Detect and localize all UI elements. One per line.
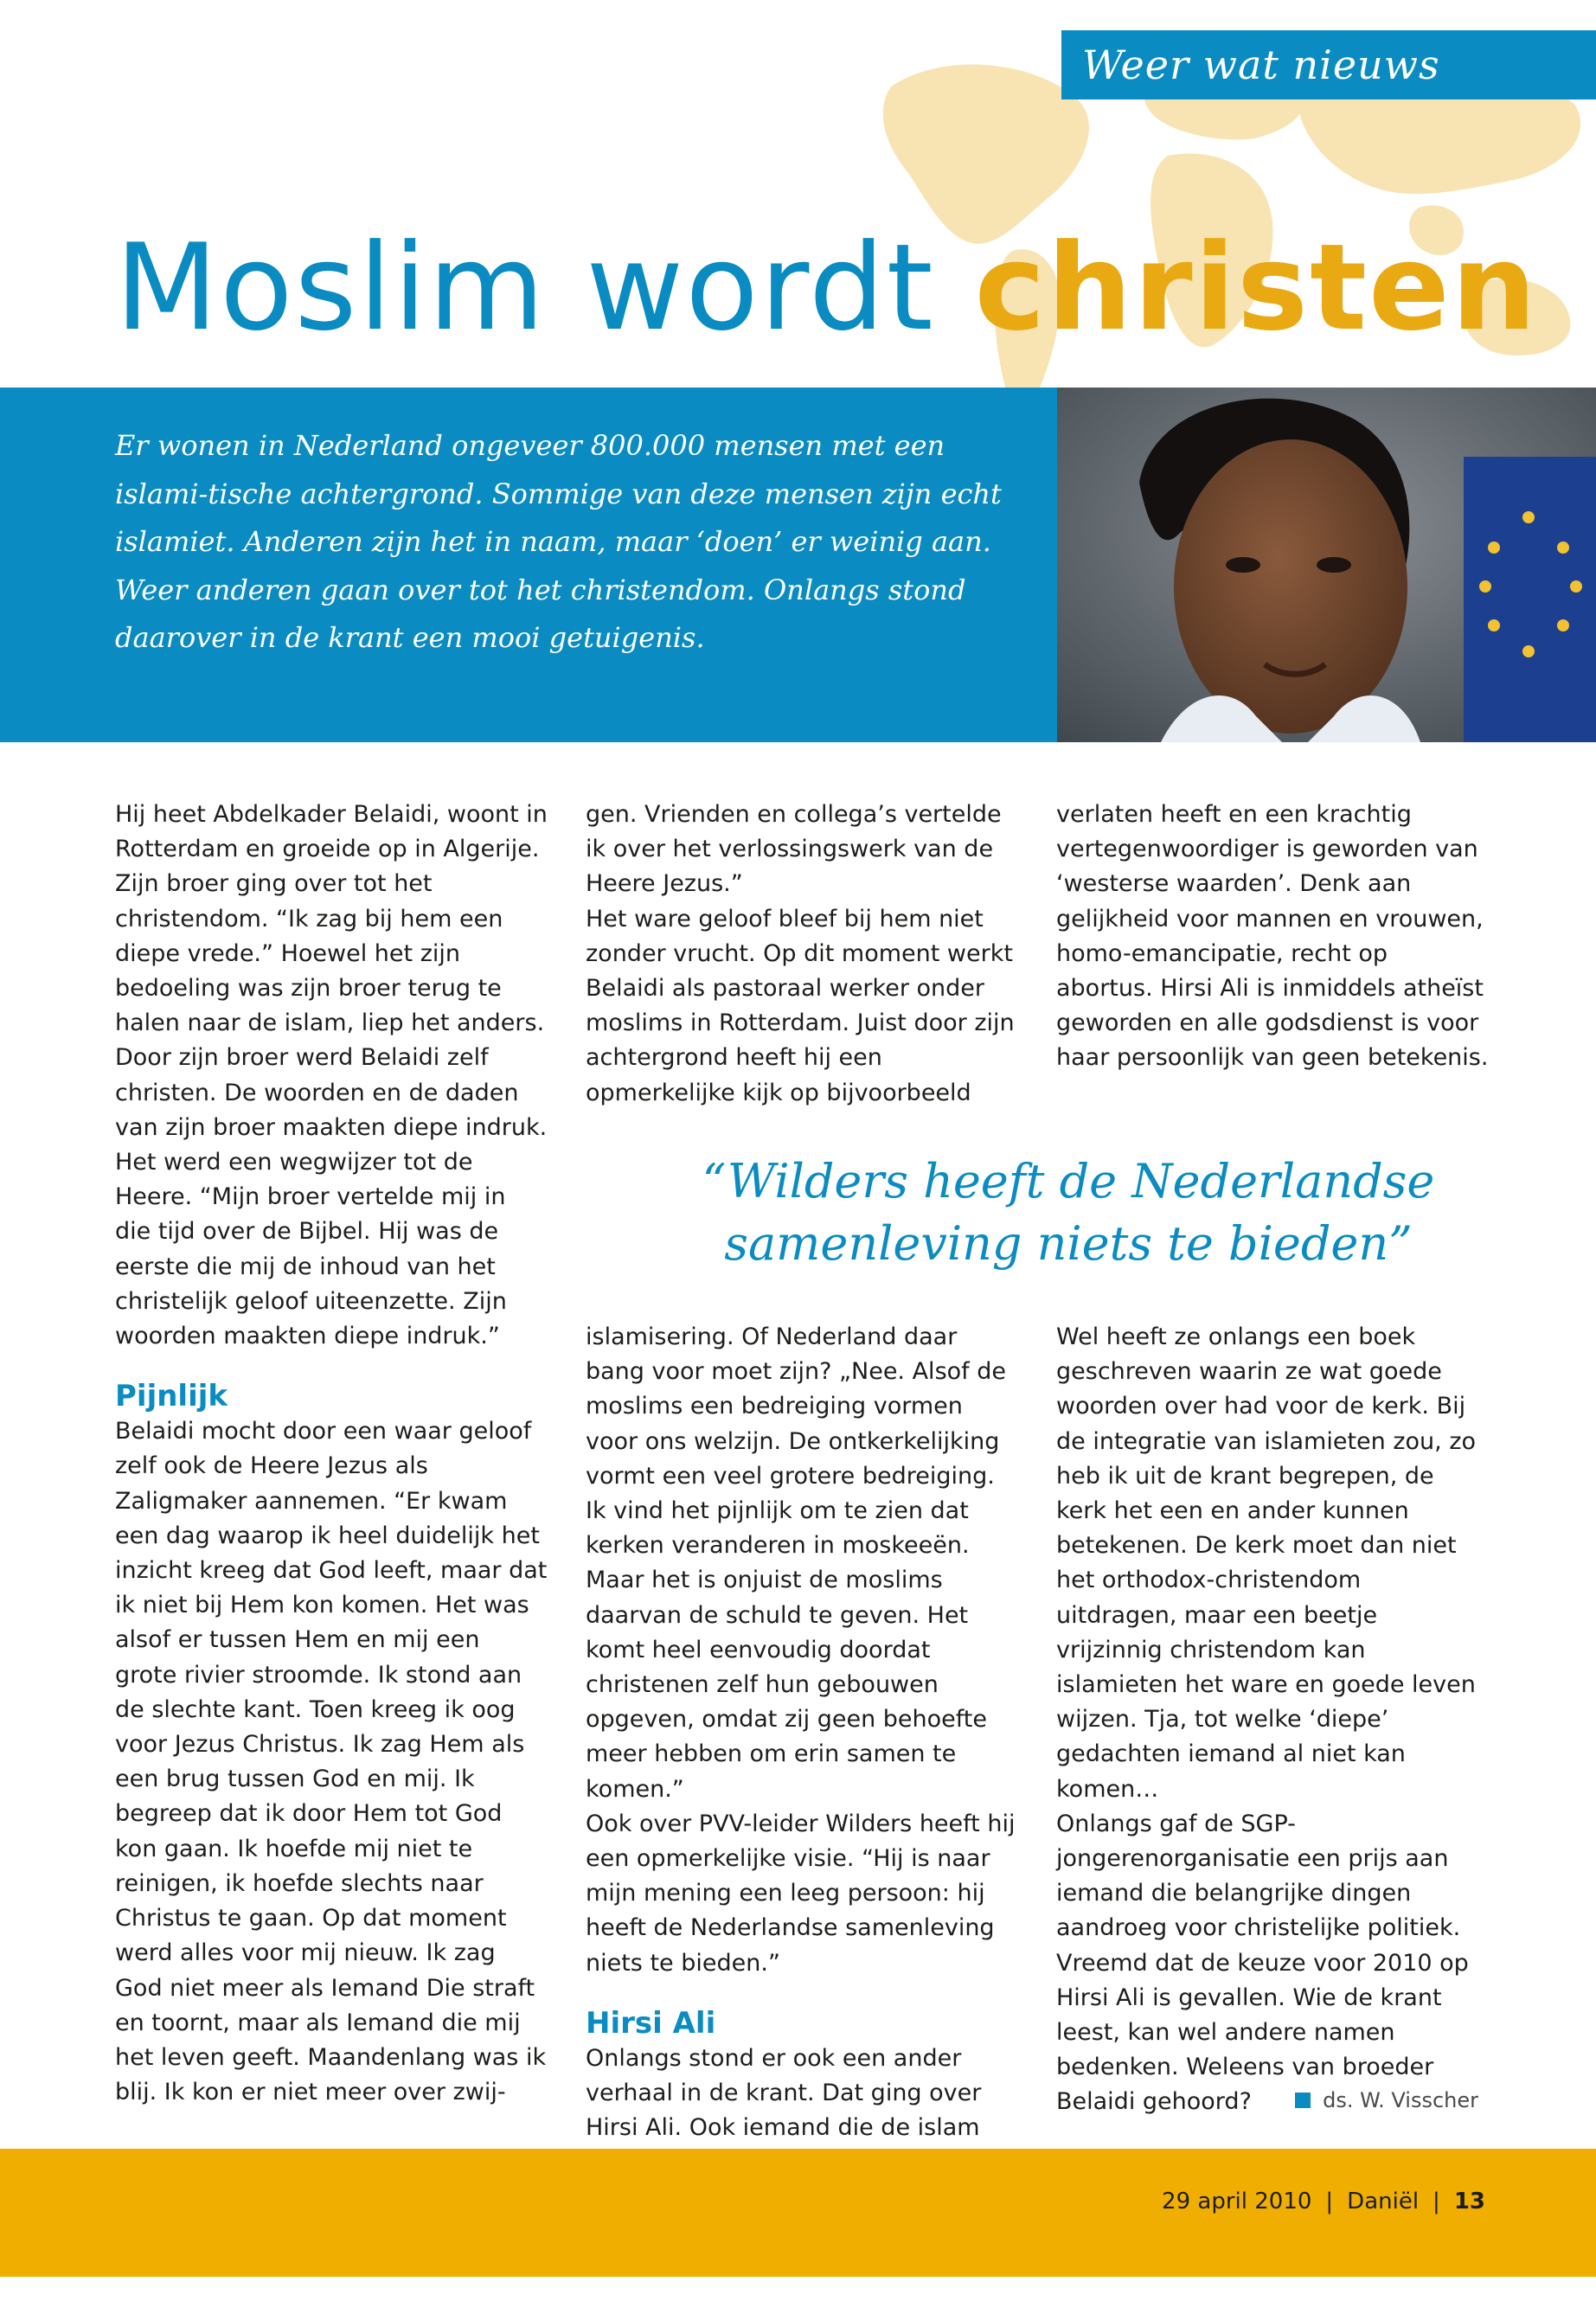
pull-quote: “Wilders heeft de Nederlandse samenleving niets te bieden” <box>702 1154 1435 1271</box>
col3-paragraph-2: Wel heeft ze onlangs een boek geschreven waarin ze wat goede woorden over had voor de kerk. Bij de integratie van islamieten zou, zo heb ik uit de krant begrepen, de kerk het een en ander kunnen betekenen. De kerk moet dan niet het orthodox-christendom uitdragen, maar een beetje vrijzinnig christendom kan islamieten het ware en goede leven wijzen. Tja, tot welke ‘diepe’ gedachten iemand al niet kan komen… <box>1056 1324 1477 1803</box>
col2-paragraph-2: Het ware geloof bleef bij hem niet zonder vrucht. Op dit moment werkt Belaidi als pastoraal werker onder moslims in Rotterdam. Juist door zijn achtergrond heeft hij een opmerkelijke kijk op bijvoorbeeld <box>586 905 1015 1106</box>
portrait-photo-graphic <box>1057 388 1596 742</box>
col2-paragraph-3: islamisering. Of Nederland daar bang voor moet zijn? „Nee. Alsof de moslims een bedreiging vormen voor ons welzijn. De ontkerkelijking vormt een veel grotere bedreiging. Ik vind het pijnlijk om te zien dat kerken veranderen in moskeeën. Maar het is onjuist de moslims daarvan de schuld te geven. Het komt heel eenvoudig doordat christenen zelf hun gebouwen opgeven, omdat zij geen behoefte meer hebben om erin samen te komen.” <box>586 1324 1006 1803</box>
column-3-bottom <box>1056 1320 1489 2120</box>
col3-paragraph-3: Onlangs gaf de SGP-jongerenorganisatie een prijs aan iemand die belangrijke dingen aandroeg voor christelijke politiek. Vreemd dat de keuze voor 2010 op Hirsi Ali is gevallen. Wie de krant leest, kan wel andere namen bedenken. Weleens van broeder Belaidi gehoord? <box>1056 1810 1469 2116</box>
subhead-hirsi-ali: Hirsi Ali <box>586 2005 716 2041</box>
footer-separator-2: | <box>1433 2189 1440 2214</box>
author-name: ds. W. Visscher <box>1323 2088 1478 2112</box>
headline-accent: christen <box>974 218 1538 357</box>
page-number: 13 <box>1453 2189 1485 2214</box>
intro-text: Er wonen in Nederland ongeveer 800.000 mensen met een islami-tische achtergrond. Sommige van deze mensen zijn echt islamiet. Anderen zijn het in naam, maar ‘doen’ er weinig aan. Weer anderen gaan over tot het christendom. Onlangs stond daarover in de krant een mooi getuigenis. <box>115 429 1002 655</box>
col2-paragraph-1: gen. Vrienden en collega’s vertelde ik over het verlossingswerk van de Heere Jezus.” <box>586 801 1002 898</box>
footer-separator-1: | <box>1325 2189 1334 2214</box>
subhead-pijnlijk: Pijnlijk <box>115 1379 228 1414</box>
section-tag: Weer wat nieuws <box>1061 30 1596 99</box>
col3-paragraph-1: verlaten heeft en een krachtig vertegenwoordiger is geworden van ‘westerse waarden’. Denk aan gelijkheid voor mannen en vrouwen, homo-emancipatie, recht op abortus. Hirsi Ali is inmiddels atheïst geworden en alle godsdienst is voor haar persoonlijk van geen betekenis. <box>1056 801 1489 1072</box>
footer-info <box>1162 2189 1485 2214</box>
column-3-top <box>1056 798 1489 1076</box>
headline-part1: Moslim wordt <box>115 218 975 357</box>
footer-magazine: Daniël <box>1347 2189 1420 2214</box>
col1-paragraph-1: Hij heet Abdelkader Belaidi, woont in Rotterdam en groeide op in Algerije. Zijn broer ging over tot het christendom. “Ik zag bij hem een diepe vrede.” Hoewel het zijn bedoeling was zijn broer terug te halen naar de islam, liep het anders. Door zijn broer werd Belaidi zelf christen. De woorden en de daden van zijn broer maakten diepe indruk. Het werd een wegwijzer tot de Heere. “Mijn broer vertelde mij in die tijd over de Bijbel. Hij was de eerste die mij de inhoud van het christelijk geloof uiteenzette. Zijn woorden maakten diepe indruk.” <box>115 801 548 1350</box>
col2-paragraph-5: Onlangs stond er ook een ander verhaal in de krant. Dat ging over Hirsi Ali. Ook iemand die de islam <box>586 2044 982 2142</box>
col2-paragraph-4: Ook over PVV-leider Wilders heeft hij een opmerkelijke visie. “Hij is naar mijn mening een leeg persoon: hij heeft de Nederlandse samenleving niets te bieden.” <box>586 1810 1016 1977</box>
bullet-square-icon <box>1295 2093 1311 2108</box>
portrait-photo <box>1057 388 1596 742</box>
footer-date: 29 april 2010 <box>1162 2189 1312 2214</box>
col1-paragraph-2: Belaidi mocht door een waar geloof zelf ook de Heere Jezus als Zaligmaker aannemen. “Er kwam een dag waarop ik heel duidelijk het inzicht kreeg dat God leeft, maar dat ik niet bij Hem kon komen. Het was alsof er tussen Hem en mij een grote rivier stroomde. Ik stond aan de slechte kant. Toen kreeg ik oog voor Jezus Christus. Ik zag Hem als een brug tussen God en mij. Ik begreep dat ik door Hem tot God kon gaan. Ik hoefde mij niet te reinigen, ik hoefde slechts naar Christus te gaan. Op dat moment werd alles voor mij nieuw. Ik zag God niet meer als Iemand Die straft en toornt, maar als Iemand die mij het leven geeft. Maandenlang was ik blij. Ik kon er niet meer over zwij- <box>115 1418 548 2106</box>
column-1 <box>115 798 548 2110</box>
column-2-top <box>586 798 1018 1111</box>
headline <box>115 216 1538 360</box>
column-2-bottom <box>586 1320 1018 2145</box>
author-signature <box>1295 2088 1478 2112</box>
